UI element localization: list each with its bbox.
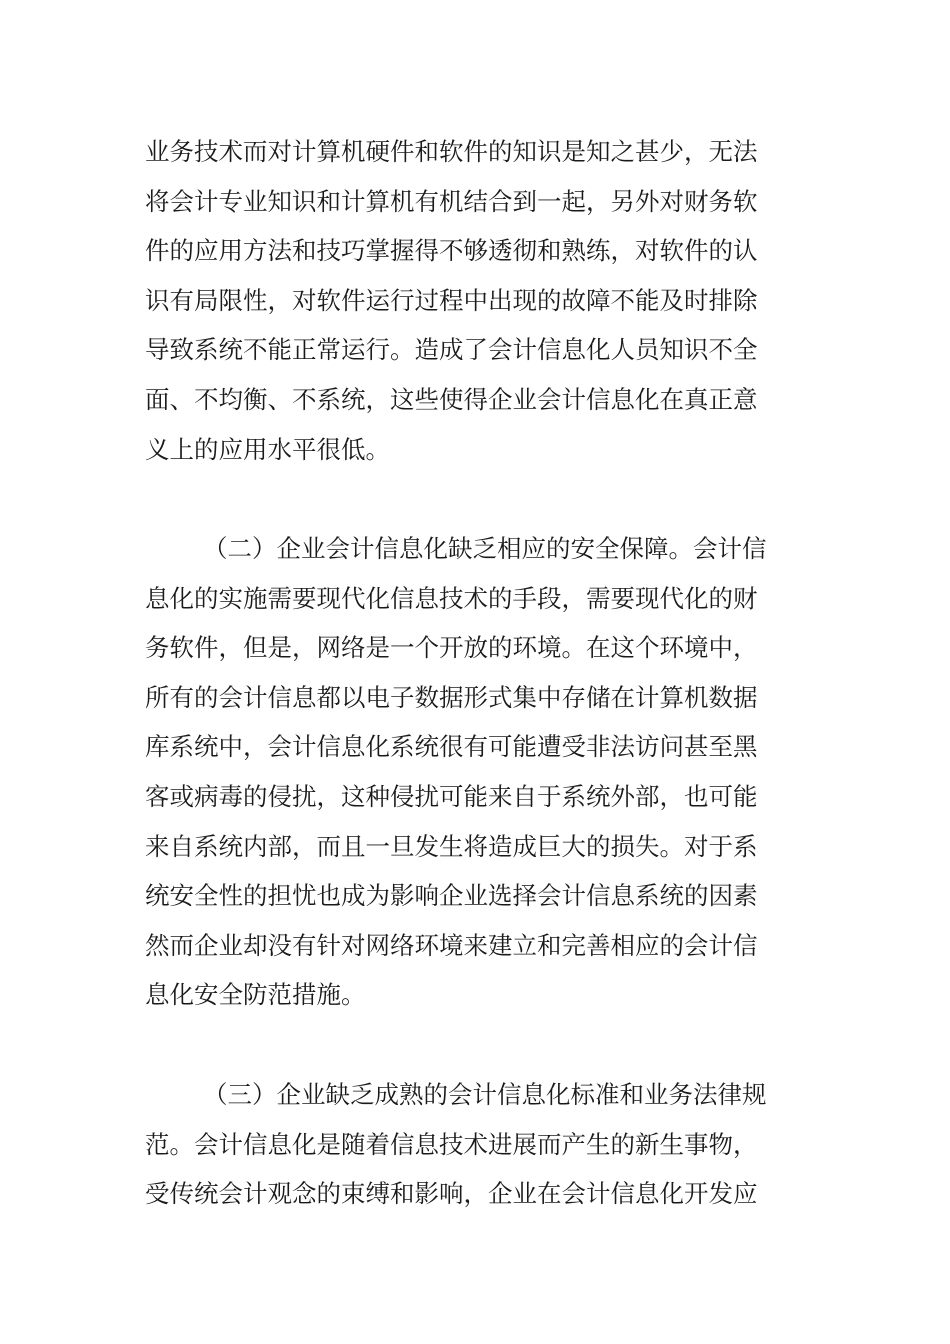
paragraph-line: 义上的应用水平很低。 bbox=[145, 434, 390, 464]
paragraph-3 bbox=[145, 1070, 815, 1219]
paragraph-line: 范。会计信息化是随着信息技术进展而产生的新生事物， bbox=[145, 1129, 758, 1159]
paragraph-line: 所有的会计信息都以电子数据形式集中存储在计算机数据 bbox=[145, 682, 758, 712]
paragraph-2 bbox=[145, 524, 815, 1020]
paragraph-line: 息化的实施需要现代化信息技术的手段，需要现代化的财 bbox=[145, 583, 758, 613]
paragraph-line: 识有局限性，对软件运行过程中出现的故障不能及时排除 bbox=[145, 285, 758, 315]
paragraph-line: 受传统会计观念的束缚和影响，企业在会计信息化开发应 bbox=[145, 1179, 758, 1209]
paragraph-line: 来自系统内部，而且一旦发生将造成巨大的损失。对于系 bbox=[145, 831, 758, 861]
paragraph-line: 统安全性的担忧也成为影响企业选择会计信息系统的因素 bbox=[145, 881, 758, 911]
paragraph-line: 然而企业却没有针对网络环境来建立和完善相应的会计信 bbox=[145, 930, 758, 960]
paragraph-line: 务软件，但是，网络是一个开放的环境。在这个环境中， bbox=[145, 633, 758, 663]
paragraph-heading-line: （三）企业缺乏成熟的会计信息化标准和业务法律规 bbox=[203, 1080, 767, 1109]
paragraph-line: 将会计专业知识和计算机有机结合到一起，另外对财务软 bbox=[145, 186, 758, 216]
paragraph-line: 业务技术而对计算机硬件和软件的知识是知之甚少，无法 bbox=[145, 137, 758, 166]
paragraph-line: 件的应用方法和技巧掌握得不够透彻和熟练，对软件的认 bbox=[145, 236, 758, 266]
paragraph-1 bbox=[145, 127, 815, 474]
paragraph-heading-line: （二）企业会计信息化缺乏相应的安全保障。会计信 bbox=[203, 534, 767, 563]
paragraph-line: 库系统中，会计信息化系统很有可能遭受非法访问甚至黑 bbox=[145, 732, 758, 762]
paragraph-line: 导致系统不能正常运行。造成了会计信息化人员知识不全 bbox=[145, 335, 758, 365]
paragraph-line: 面、不均衡、不系统，这些使得企业会计信息化在真正意 bbox=[145, 384, 758, 414]
paragraph-line: 客或病毒的侵扰，这种侵扰可能来自于系统外部，也可能 bbox=[145, 781, 758, 811]
paragraph-line: 息化安全防范措施。 bbox=[145, 980, 366, 1010]
